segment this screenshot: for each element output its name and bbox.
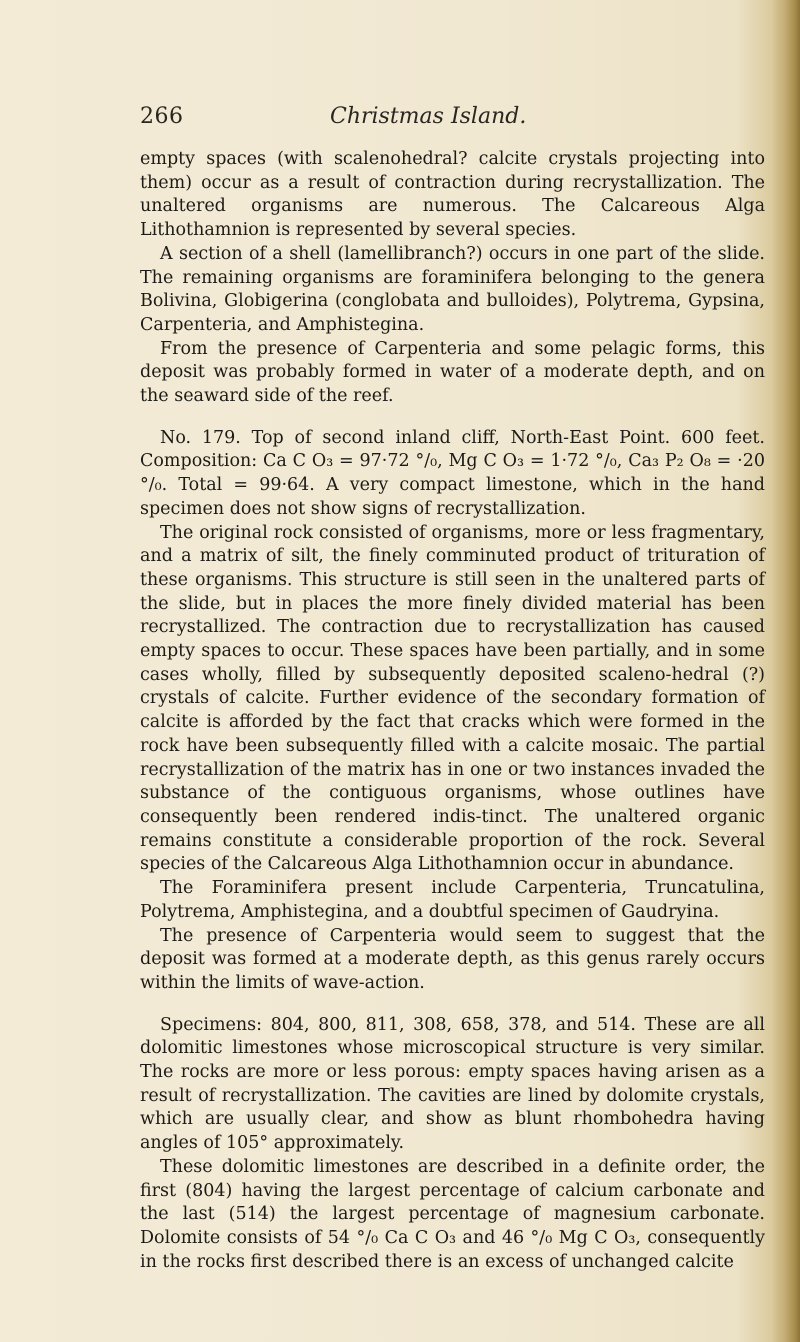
paragraph: The presence of Carpenteria would seem to suggest that the deposit was formed at a moderate depth, as this genus rarely occurs within the limits of wave-action.	[140, 925, 765, 993]
paragraph: A section of a shell (lamellibranch?) occurs in one part of the slide. The remaining organisms are foraminifera belonging to the genera Bolivina, Globigerina (conglobata and bulloides), Polytrema, Gypsina, Carpenteria, and Amphistegina.	[140, 243, 765, 335]
paragraph: From the presence of Carpenteria and some pelagic forms, this deposit was probably formed in water of a moderate depth, and on the seaward side of the reef.	[140, 338, 765, 407]
paragraph: The Foraminifera present include Carpenteria, Truncatulina, Polytrema, Amphistegina, and a doubtful specimen of Gaudryina.	[140, 878, 765, 922]
paragraph: These dolomitic limestones are described in a definite order, the first (804) having the largest percentage of calcium carbonate and the last (514) the largest percentage of magnesium carbonate. Dolomite consists of 54 °/₀ Ca C O₃ and 46 °/₀ Mg C O₃, consequently in the rocks first described there is an excess of unchanged calcite	[140, 1156, 765, 1272]
page-header	[0, 104, 800, 134]
page-edge-shadow	[772, 0, 800, 1342]
specimens-paragraph: Specimens: 804, 800, 811, 308, 658, 378, and 514. These are all dolomitic limestones whose microscopical structure is very similar. The rocks are more or less porous: empty spaces having arisen as a result of recrystallization. The cavities are lined by dolomite crystals, which are usually clear, and show as blunt rhombohedra having angles of 105° approximately.	[140, 1014, 765, 1154]
page-number: 266	[140, 104, 184, 129]
running-title: Christmas Island.	[330, 104, 527, 129]
paragraph: The original rock consisted of organisms, more or less fragmentary, and a matrix of silt, the finely comminuted product of trituration of these organisms. This structure is still seen in the unaltered parts of the slide, but in places the more finely divided material has been recrystallized. The contraction due to recrystallization has caused empty spaces to occur. These spaces have been partially, and in some cases wholly, filled by subsequently deposited scaleno-hedral (?) crystals of calcite. Further evidence of the secondary formation of calcite is afforded by the fact that cracks which were formed in the rock have been subsequently filled with a calcite mosaic. The partial recrystallization of the matrix has in one or two instances invaded the substance of the contiguous organisms, whose outlines have consequently been rendered indis-tinct. The unaltered organic remains constitute a considerable proportion of the rock. Several species of the Calcareous Alga Lithothamnion occur in abundance.	[140, 522, 765, 875]
specimen-179-heading-paragraph: No. 179. Top of second inland cliff, North-East Point. 600 feet. Composition: Ca C O₃ = 97·72 °/₀, Mg C O₃ = 1·72 °/₀, Ca₃ P₂ O₈ = ·20 °/₀. Total = 99·64. A very compact limestone, which in the hand specimen does not show signs of recrystallization.	[140, 427, 765, 519]
body-text	[140, 148, 765, 1274]
paragraph: empty spaces (with scalenohedral? calcite crystals projecting into them) occur as a result of contraction during recrystallization. The unaltered organisms are numerous. The Calcareous Alga Lithothamnion is represented by several species.	[140, 149, 765, 241]
